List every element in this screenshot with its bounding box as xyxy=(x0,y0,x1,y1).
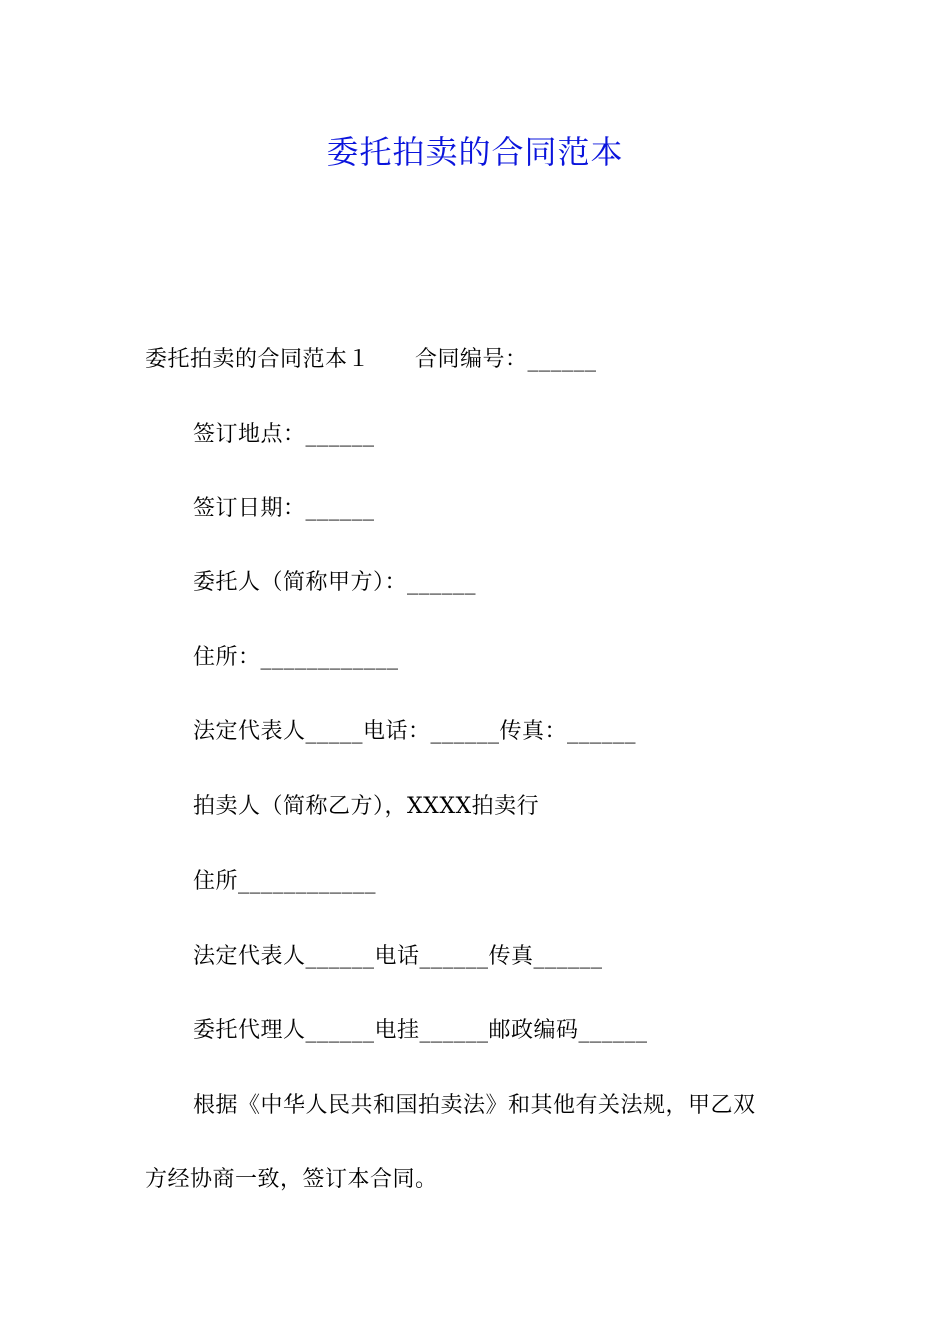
auctioneer-representative-line: 法定代表人______电话______传真______ xyxy=(193,944,603,969)
signing-place-line: 签订地点：______ xyxy=(193,422,375,447)
contract-header-line: 委托拍卖的合同范本１ 合同编号：______ xyxy=(145,347,597,372)
client-line: 委托人（简称甲方）：______ xyxy=(193,570,477,595)
body-paragraph-line-2: 方经协商一致，签订本合同。 xyxy=(145,1167,438,1192)
auctioneer-line: 拍卖人（简称乙方），XXXX拍卖行 xyxy=(193,794,540,819)
client-representative-line: 法定代表人_____电话：______传真：______ xyxy=(193,719,637,744)
document-title: 委托拍卖的合同范本 xyxy=(326,133,624,171)
auctioneer-address-line: 住所____________ xyxy=(193,869,377,894)
agent-line: 委托代理人______电挂______邮政编码______ xyxy=(193,1018,648,1043)
body-paragraph-line-1: 根据《中华人民共和国拍卖法》和其他有关法规，甲乙双 xyxy=(193,1093,756,1118)
client-address-line: 住所：____________ xyxy=(193,645,399,670)
signing-date-line: 签订日期：______ xyxy=(193,496,375,521)
